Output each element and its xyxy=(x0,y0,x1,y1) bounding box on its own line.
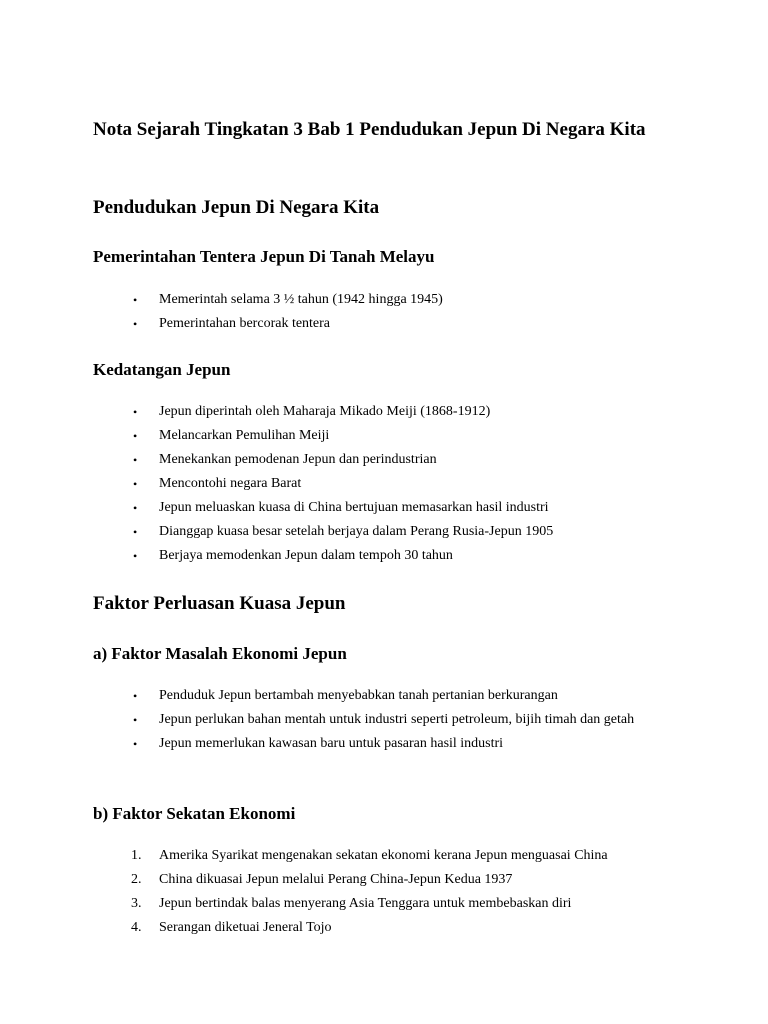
list-item: 4. Serangan diketuai Jeneral Tojo xyxy=(0,916,659,940)
list-kedatangan xyxy=(0,400,659,568)
bullet-icon: • xyxy=(133,549,138,563)
bullet-icon: • xyxy=(133,477,138,491)
list-item: • Pemerintahan bercorak tentera xyxy=(0,312,659,336)
list-number: 4. xyxy=(131,920,142,935)
list-item: • Dianggap kuasa besar setelah berjaya dalam Perang Rusia-Jepun 1905 xyxy=(0,520,659,544)
list-item: • Penduduk Jepun bertambah menyebabkan tanah pertanian berkurangan xyxy=(0,684,659,708)
document-title: Nota Sejarah Tingkatan 3 Bab 1 Pendudukan Jepun Di Negara Kita xyxy=(93,119,646,140)
list-number: 3. xyxy=(131,896,142,911)
bullet-icon: • xyxy=(133,525,138,539)
list-item: • Jepun memerlukan kawasan baru untuk pasaran hasil industri xyxy=(0,732,659,756)
list-item: 1. Amerika Syarikat mengenakan sekatan ekonomi kerana Jepun menguasai China xyxy=(0,844,659,868)
list-item: 2. China dikuasai Jepun melalui Perang China-Jepun Kedua 1937 xyxy=(0,868,659,892)
bullet-icon: • xyxy=(133,713,138,727)
list-item: • Memerintah selama 3 ½ tahun (1942 hingga 1945) xyxy=(0,288,659,312)
list-ekonomi xyxy=(0,684,659,756)
list-item: • Jepun diperintah oleh Maharaja Mikado Meiji (1868-1912) xyxy=(0,400,659,424)
list-item: • Melancarkan Pemulihan Meiji xyxy=(0,424,659,448)
list-pemerintahan xyxy=(0,288,659,336)
bullet-icon: • xyxy=(133,405,138,419)
bullet-icon: • xyxy=(133,453,138,467)
bullet-icon: • xyxy=(133,317,138,331)
list-item: 3. Jepun bertindak balas menyerang Asia Tenggara untuk membebaskan diri xyxy=(0,892,659,916)
heading-kedatangan: Kedatangan Jepun xyxy=(93,360,231,379)
heading-faktor: Faktor Perluasan Kuasa Jepun xyxy=(93,593,346,614)
heading-sekatan: b) Faktor Sekatan Ekonomi xyxy=(93,804,296,823)
list-item: • Berjaya memodenkan Jepun dalam tempoh 30 tahun xyxy=(0,544,659,568)
list-number: 1. xyxy=(131,848,142,863)
heading-pemerintahan: Pemerintahan Tentera Jepun Di Tanah Melayu xyxy=(93,247,435,266)
list-item: • Mencontohi negara Barat xyxy=(0,472,659,496)
list-number: 2. xyxy=(131,872,142,887)
heading-ekonomi: a) Faktor Masalah Ekonomi Jepun xyxy=(93,644,347,663)
bullet-icon: • xyxy=(133,429,138,443)
bullet-icon: • xyxy=(133,501,138,515)
bullet-icon: • xyxy=(133,293,138,307)
bullet-icon: • xyxy=(133,689,138,703)
list-sekatan xyxy=(0,844,659,940)
bullet-icon: • xyxy=(133,737,138,751)
list-item: • Menekankan pemodenan Jepun dan perindustrian xyxy=(0,448,659,472)
list-item: • Jepun perlukan bahan mentah untuk industri seperti petroleum, bijih timah dan getah xyxy=(0,708,659,732)
list-item: • Jepun meluaskan kuasa di China bertujuan memasarkan hasil industri xyxy=(0,496,659,520)
main-heading: Pendudukan Jepun Di Negara Kita xyxy=(93,197,380,218)
